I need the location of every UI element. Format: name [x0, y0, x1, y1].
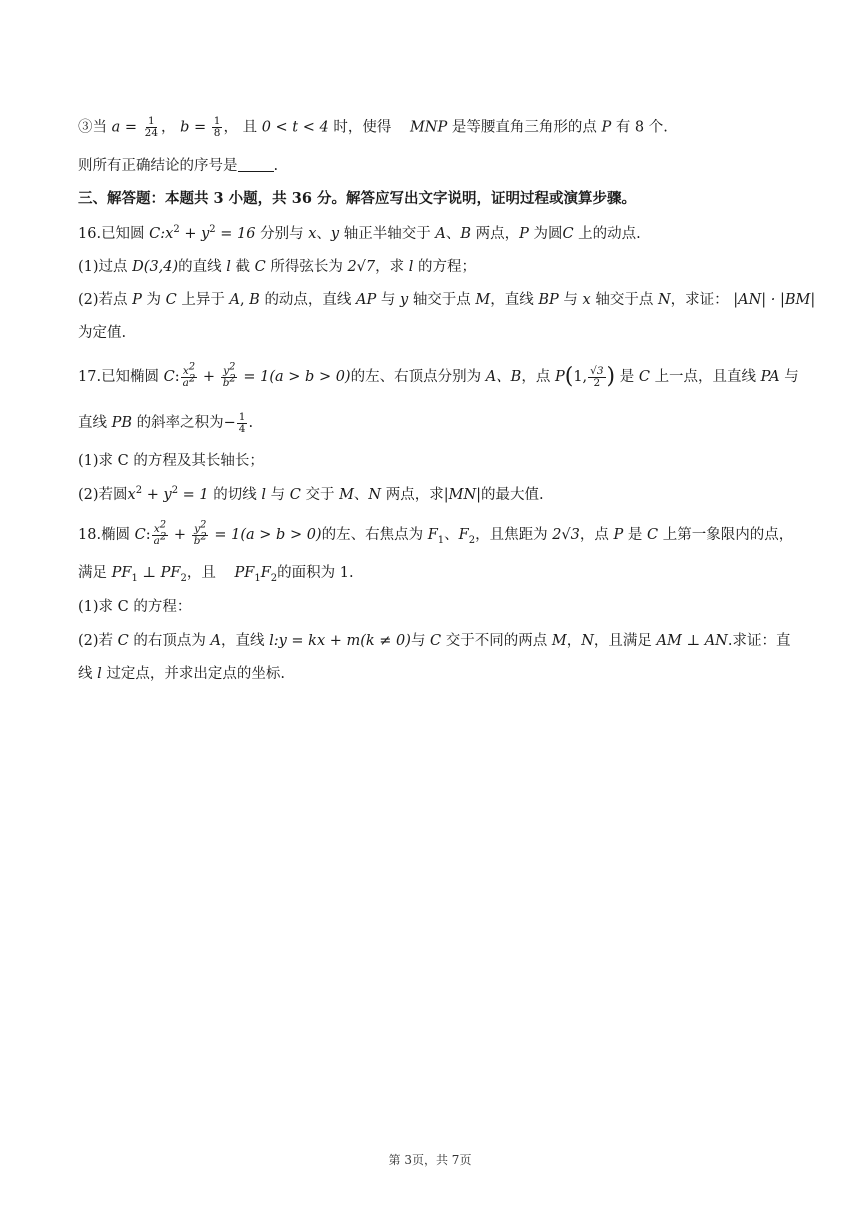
q16-stem: 16.已知圆 $C:x^2 + y^2 = 16$ 分别与 x、y 轴正半轴交于 A、B 两点，P 为圆C 上的动点. [78, 224, 641, 242]
q16-part2: (2)若点 P 为 C 上异于 A, B 的动点，直线 AP 与 y 轴交于点 M，直线 BP 与 x 轴交于点 N，求证： |AN| · |BM| [78, 292, 816, 308]
q16-part1: (1)过点 D(3,4)的直线 l 截 C 所得弦长为 2√7，求 l 的方程； [78, 259, 477, 275]
q18-part2: (2)若 C 的右顶点为 A，直线 l:y = kx + m(k ≠ 0)与 C 交于不同的两点 M，N，且满足 AM ⊥ AN.求证：直 [78, 633, 791, 649]
q18-line2: 满足 $PF_1$ ⊥ $PF_2$，且 $PF_1F_2$的面积为 1. [78, 565, 354, 584]
answer-blank [238, 157, 274, 172]
q18-stem: 18.椭圆 C: $\frac{x2}{a2}$ + $\frac{y2}{b2}$ = 1(a > b > 0)的左、右焦点为 $F_1$、$F_2$，且焦距为 2√3，点 P 是 C 上第一象限内的点， [78, 519, 794, 547]
q17-stem: 17.已知椭圆 C: $\frac{x2}{a2}$ + $\frac{y2}{b2}$ = 1(a > b > 0)的左、右顶点分别为 A、B，点 P(1, $\frac{√3}{2}$ ) 是 C 上一点，且直线 PA 与 [78, 361, 799, 389]
q17-part2: (2)若圆$x^2 + y^2 = 1$ 的切线 l 与 C 交于 M、N 两点，求|MN|的最大值. [78, 485, 544, 503]
section-heading: 三、解答题：本题共 3 小题，共 36 分。解答应写出文字说明，证明过程或演算步骤。 [78, 190, 636, 207]
fraction-a: $\frac{1}{24}$ [144, 115, 159, 139]
q15-answer-line: 则所有正确结论的序号是 . [78, 158, 279, 174]
q18-part1: (1)求 C 的方程： [78, 599, 192, 615]
q17-line2: 直线 PB 的斜率之积为− $\frac{1}{4}$ . [78, 410, 254, 435]
q18-part2-cont: 线 l 过定点，并求出定点的坐标. [78, 666, 285, 682]
fraction-b: $\frac{1}{8}$ [213, 115, 221, 139]
q15-item3: ③当 a = $\frac{1}{24}$ ， b = $\frac{1}{8}$ ， 且 0 < t < 4 时，使得 MNP 是等腰直角三角形的点 P 有 8 个. [78, 115, 668, 139]
triangle-name: MNP [409, 119, 448, 136]
product-expr: |AN| · |BM| [733, 292, 816, 308]
chord-length: 2√7 [347, 259, 376, 275]
q16-part2-cont: 为定值. [78, 325, 127, 341]
page-footer: 第 3页，共 7页 [388, 1153, 472, 1167]
q17-part1: (1)求 C 的方程及其长轴长； [78, 453, 264, 469]
condition-expr: 0 < t < 4 [261, 119, 329, 136]
q15-item3-prefix: ③当 [78, 119, 107, 136]
